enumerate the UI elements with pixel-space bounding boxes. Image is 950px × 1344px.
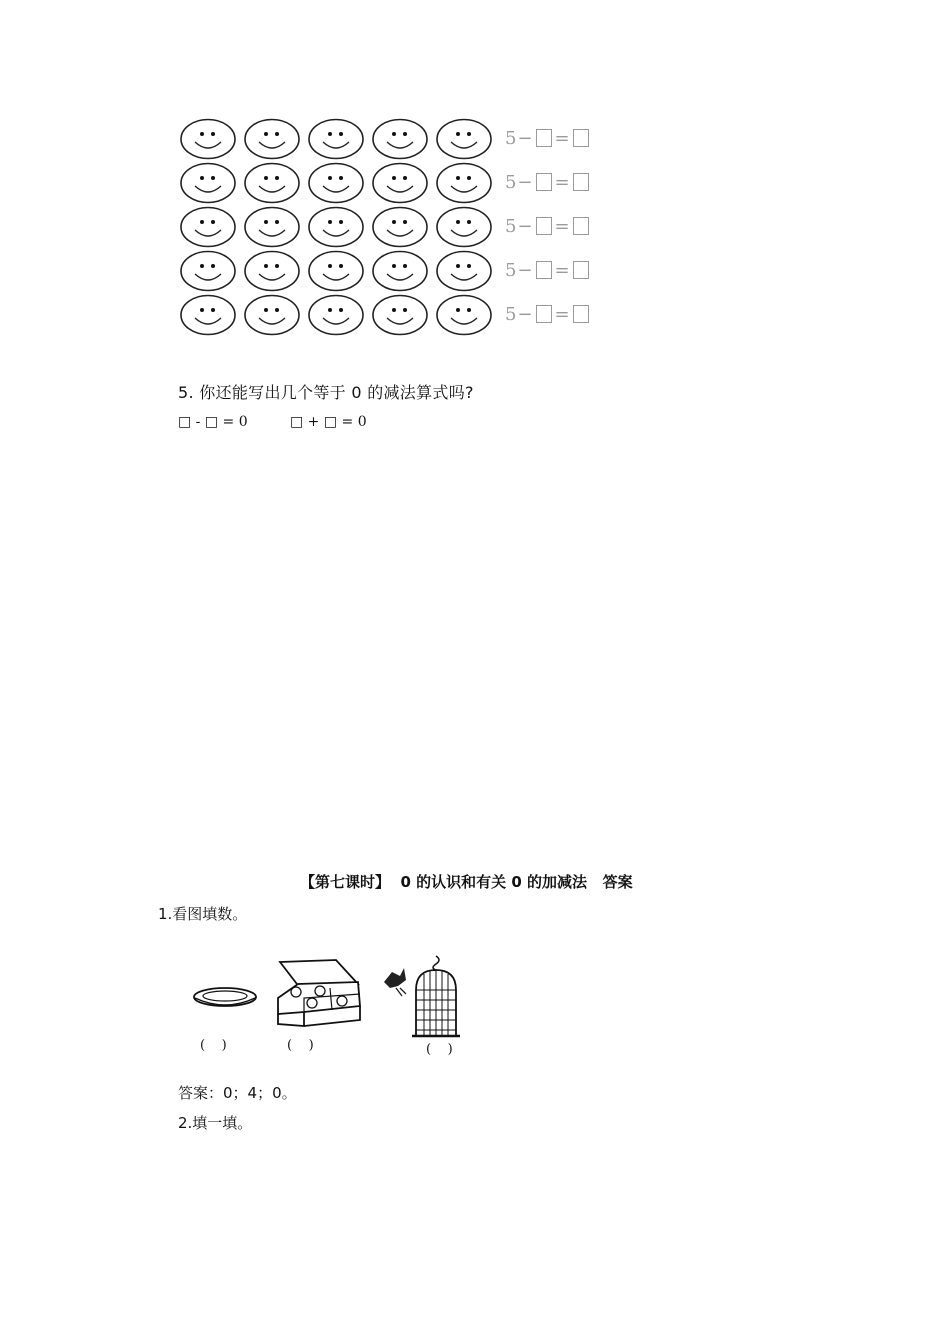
answer-section-heading: 【第七课时】 0 的认识和有关 0 的加减法 答案 <box>300 873 633 891</box>
minus-sign: − <box>517 303 533 325</box>
smiley-face-icon <box>308 250 364 292</box>
smiley-face-icon <box>308 162 364 204</box>
equals-sign: = <box>554 215 570 237</box>
smiley-face-icon <box>244 250 300 292</box>
smiley-row <box>180 250 600 294</box>
smiley-face-icon <box>180 162 236 204</box>
answer-box[interactable] <box>573 261 589 279</box>
plate-icon <box>192 982 258 1012</box>
smiley-exercise <box>180 118 600 340</box>
smiley-row <box>180 294 600 338</box>
minuend: 5 <box>505 259 517 281</box>
minus-sign: − <box>517 215 533 237</box>
question-5-equation-subtract: □ - □ = 0 <box>178 414 248 430</box>
section-1-answer: 答案：0；4；0。 <box>178 1084 297 1102</box>
smiley-face-icon <box>244 294 300 336</box>
minuend: 5 <box>505 171 517 193</box>
smiley-face-icon <box>372 206 428 248</box>
answer-box[interactable] <box>573 129 589 147</box>
question-5-equation-add: □ + □ = 0 <box>290 414 367 430</box>
smiley-face-icon <box>372 294 428 336</box>
smiley-row <box>180 162 600 206</box>
subtraction-equation <box>505 302 591 326</box>
minus-sign: − <box>517 127 533 149</box>
smiley-face-icon <box>308 206 364 248</box>
minuend: 5 <box>505 215 517 237</box>
smiley-face-icon <box>180 118 236 160</box>
smiley-face-icon <box>436 118 492 160</box>
equals-sign: = <box>554 127 570 149</box>
answer-blank: ( ) <box>200 1038 227 1053</box>
answer-box[interactable] <box>573 217 589 235</box>
answer-box[interactable] <box>536 129 552 147</box>
smiley-face-icon <box>244 118 300 160</box>
smiley-face-icon <box>436 206 492 248</box>
answer-blank: ( ) <box>426 1042 453 1057</box>
answer-box[interactable] <box>573 173 589 191</box>
smiley-face-icon <box>308 118 364 160</box>
smiley-face-icon <box>308 294 364 336</box>
answer-box[interactable] <box>573 305 589 323</box>
minus-sign: − <box>517 259 533 281</box>
smiley-face-icon <box>372 250 428 292</box>
smiley-face-icon <box>244 162 300 204</box>
smiley-face-icon <box>436 162 492 204</box>
smiley-face-icon <box>180 250 236 292</box>
minuend: 5 <box>505 303 517 325</box>
equals-sign: = <box>554 259 570 281</box>
box-with-apples-icon <box>274 958 362 1030</box>
smiley-face-icon <box>436 294 492 336</box>
smiley-row <box>180 206 600 250</box>
subtraction-equation <box>505 170 591 194</box>
minus-sign: − <box>517 171 533 193</box>
section-2-title: 2.填一填。 <box>178 1114 253 1132</box>
answer-box[interactable] <box>536 305 552 323</box>
subtraction-equation <box>505 214 591 238</box>
equals-sign: = <box>554 171 570 193</box>
subtraction-equation <box>505 126 591 150</box>
bird-and-cage-icon <box>380 954 480 1042</box>
smiley-face-icon <box>372 162 428 204</box>
smiley-face-icon <box>436 250 492 292</box>
answer-blank: ( ) <box>287 1038 314 1053</box>
smiley-face-icon <box>180 294 236 336</box>
question-5-title: 5. 你还能写出几个等于 0 的减法算式吗? <box>178 383 474 402</box>
section-1-title: 1.看图填数。 <box>158 905 248 923</box>
smiley-face-icon <box>180 206 236 248</box>
minuend: 5 <box>505 127 517 149</box>
smiley-face-icon <box>372 118 428 160</box>
smiley-row <box>180 118 600 162</box>
answer-box[interactable] <box>536 217 552 235</box>
answer-box[interactable] <box>536 261 552 279</box>
subtraction-equation <box>505 258 591 282</box>
smiley-face-icon <box>244 206 300 248</box>
equals-sign: = <box>554 303 570 325</box>
answer-box[interactable] <box>536 173 552 191</box>
